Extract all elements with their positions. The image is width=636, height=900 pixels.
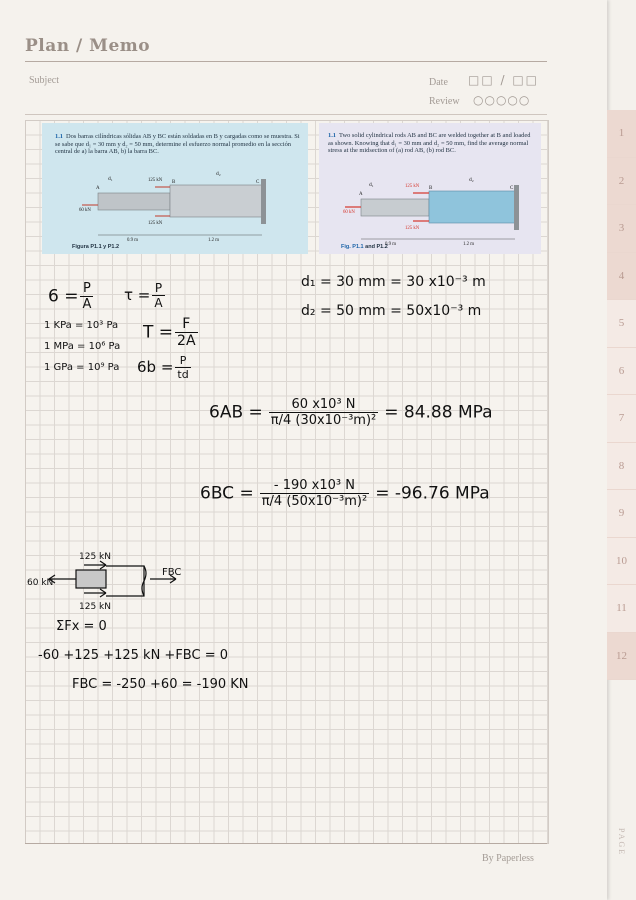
fbc-result: FBC = -250 +60 = -190 KN [72, 677, 249, 692]
subject-divider [25, 114, 547, 115]
fraction [152, 281, 164, 310]
tab-2[interactable]: 2 [607, 158, 636, 206]
tab-5[interactable]: 5 [607, 300, 636, 348]
numerator: 60 x10³ N [291, 397, 356, 412]
tab-7[interactable]: 7 [607, 395, 636, 443]
problem-figure-spanish [42, 123, 308, 254]
label-125kn-top: 125 kN [405, 184, 420, 189]
formula-lhs: 6b = [137, 358, 174, 376]
denominator: π/4 (50x10⁻³m)² [261, 494, 368, 509]
formula-shear-stress [124, 281, 167, 310]
header-divider [25, 61, 547, 62]
numerator: P [154, 281, 163, 295]
denominator: A [82, 297, 92, 312]
denominator: 2A [177, 333, 196, 349]
fbd-label-60: 60 kN [27, 578, 54, 588]
figure-caption-english [341, 244, 388, 250]
numerator: - 190 x10³ N [273, 478, 355, 493]
label-a: A [96, 186, 100, 191]
tab-4[interactable]: 4 [607, 253, 636, 301]
formula-normal-stress [48, 281, 95, 312]
problem-number: 1.1 [55, 133, 63, 140]
formula-shear-2a [143, 316, 200, 349]
formula-lhs: T = [143, 322, 174, 343]
fraction [175, 354, 190, 381]
free-body-diagram [24, 548, 194, 614]
label-1-2m: 1.2 m [208, 238, 219, 243]
caption-number: Fig. P1.1 [341, 244, 364, 250]
rod-bc [429, 191, 515, 223]
fbd-rod-ab [76, 570, 106, 588]
rod-bc [170, 185, 262, 217]
label-c: C [510, 186, 514, 191]
fbd-rod-bc [106, 566, 144, 596]
subject-label: Subject [29, 75, 59, 86]
fraction [175, 316, 197, 349]
problem-statement: Dos barras cilíndricas sólidas AB y BC están soldadas en B y cargadas como se muestra. Si se sabe que d₁ = 30 mm y d₂ = 50 mm, determine el esfuerzo normal promedio en la sección central de a) la barra AB, b) la barra BC. [55, 133, 300, 156]
label-60kn: 60 kN [343, 210, 355, 215]
wall-support [514, 185, 519, 230]
fbd-label-fbc: FBC [162, 567, 182, 578]
label-d1: d₁ [108, 176, 113, 182]
tab-12[interactable]: 12 [607, 633, 636, 681]
formula-lhs: τ = [124, 286, 151, 304]
label-d2: d₂ [469, 177, 474, 183]
equilibrium-sum: ΣFx = 0 [56, 619, 107, 634]
given-d1: d₁ = 30 mm = 30 x10⁻³ m [301, 274, 486, 290]
tab-9[interactable]: 9 [607, 490, 636, 538]
problem-number: 1.1 [328, 132, 336, 139]
figure-caption-spanish: Figura P1.1 y P1.2 [72, 244, 120, 250]
fbd-label-125-top: 125 kN [79, 552, 111, 562]
tab-1[interactable]: 1 [607, 110, 636, 158]
index-tabs [607, 110, 636, 680]
label-b: B [172, 180, 176, 185]
numerator: F [182, 316, 191, 332]
denominator: td [177, 368, 189, 381]
label-0-9m: 0.9 m [385, 242, 396, 247]
rod-diagram-spanish [42, 123, 308, 254]
label-c: C [256, 180, 260, 185]
given-d2: d₂ = 50 mm = 50x10⁻³ m [301, 303, 482, 319]
review-checkboxes[interactable]: ○○○○○ [473, 93, 531, 107]
unit-gpa: 1 GPa = 10⁹ Pa [44, 362, 120, 373]
fraction [80, 281, 93, 312]
page-title: Plan / Memo [25, 36, 151, 56]
denominator: π/4 (30x10⁻³m)² [270, 413, 377, 428]
review-label: Review [429, 96, 460, 107]
label-125kn-bottom: 125 kN [148, 221, 163, 226]
problem-statement: Two solid cylindrical rods AB and BC are welded together at B and loaded as shown. Knowing that d₁ = 30 mm and d₂ = 50 mm, find the average normal stress at the midsection of (a) rod AB, (b) rod BC. [328, 132, 531, 155]
tab-11[interactable]: 11 [607, 585, 636, 633]
stress-bc-calculation [200, 478, 490, 509]
formula-lhs: 6AB = [209, 402, 263, 423]
formula-bearing-stress [137, 354, 193, 381]
tab-3[interactable]: 3 [607, 205, 636, 253]
label-d2: d₂ [216, 171, 221, 177]
equilibrium-equation: -60 +125 +125 kN +FBC = 0 [38, 648, 228, 663]
unit-mpa: 1 MPa = 10⁶ Pa [44, 341, 121, 352]
numerator: P [83, 281, 91, 296]
rod-ab [361, 199, 429, 216]
rod-ab [98, 193, 170, 210]
caption-text: and P1.2 [365, 244, 388, 250]
formula-lhs: 6BC = [200, 483, 254, 504]
label-125kn-top: 125 kN [148, 178, 163, 183]
stress-ab-calculation [209, 397, 493, 428]
page-label: PAGE [617, 828, 626, 857]
result: = -96.76 MPa [375, 483, 490, 504]
label-1-2m: 1.2 m [463, 242, 474, 247]
label-d1: d₁ [369, 182, 374, 188]
label-a: A [359, 192, 363, 197]
tab-8[interactable]: 8 [607, 443, 636, 491]
tab-10[interactable]: 10 [607, 538, 636, 586]
tab-6[interactable]: 6 [607, 348, 636, 396]
footer-divider [25, 843, 547, 844]
fbd-label-125-bottom: 125 kN [79, 602, 111, 612]
date-label: Date [429, 77, 448, 88]
fraction [269, 397, 378, 428]
label-b: B [429, 186, 433, 191]
denominator: A [154, 296, 163, 310]
wall-support [261, 179, 266, 224]
byline: By Paperless [482, 853, 534, 864]
problem-figure-english [319, 123, 541, 254]
label-125kn-bottom: 125 kN [405, 226, 420, 231]
unit-kpa: 1 KPa = 10³ Pa [44, 320, 119, 331]
result: = 84.88 MPa [384, 402, 493, 423]
numerator: P [179, 354, 187, 367]
formula-lhs: 6 = [48, 286, 79, 307]
label-0-9m: 0.9 m [127, 238, 138, 243]
date-field[interactable]: □□ / □□ [468, 73, 540, 87]
label-60kn: 60 kN [79, 208, 91, 213]
rod-diagram-english [319, 123, 541, 254]
fraction [260, 478, 369, 509]
